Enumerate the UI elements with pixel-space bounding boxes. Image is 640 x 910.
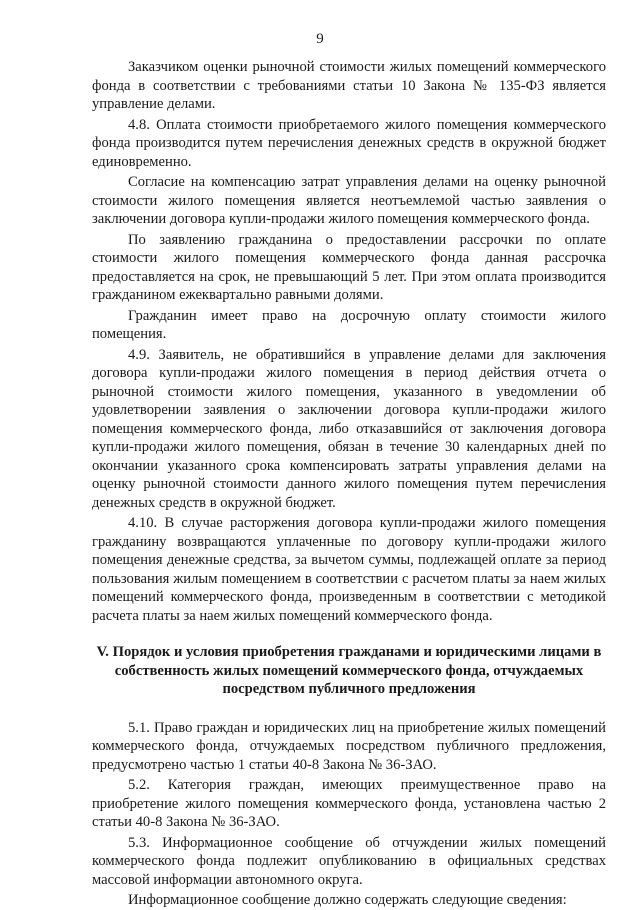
paragraph-5-2: 5.2. Категория граждан, имеющих преимущественное право на приобретение жилого помещения коммерческого фонда, установлена частью 2 статьи 40-8 Закона № 36-ЗАО.	[92, 777, 606, 830]
paragraph-4-9: 4.9. Заявитель, не обратившийся в управление делами для заключения договора купли-продажи жилого помещения в период действия отчета о рыночной стоимости жилого помещения, указанного в уведомлении об удовлетворении заявления о заключении договора купли-продажи жилого помещения коммерческого фонда, либо отказавшийся от заключения договора купли-продажи жилого помещения, обязан в течение 30 календарных дней по окончании указанного срока компенсировать затраты управления делами на оценку рыночной стоимости данного жилого помещения путем перечисления денежных средств в окружной бюджет.	[92, 346, 606, 511]
paragraph-5-3: 5.3. Информационное сообщение об отчуждении жилых помещений коммерческого фонда подлежит опубликованию в официальных средствах массовой информации автономного округа.	[92, 834, 606, 888]
paragraph-4-8: 4.8. Оплата стоимости приобретаемого жилого помещения коммерческого фонда производится путем перечисления денежных средств в окружной бюджет единовременно.	[92, 116, 606, 170]
page-number: 9	[316, 31, 324, 47]
paragraph-info-contents: Информационное сообщение должно содержать следующие сведения:	[128, 892, 567, 908]
paragraph-5-1: 5.1. Право граждан и юридических лиц на приобретение жилых помещений коммерческого фонда, отчуждаемых посредством публичного предложения, предусмотрено частью 1 статьи 40-8 Закона № 36-ЗАО.	[92, 719, 606, 773]
paragraph-early-payment: Гражданин имеет право на досрочную оплату стоимости жилого помещения.	[92, 307, 606, 342]
paragraph-customer-of-valuation: Заказчиком оценки рыночной стоимости жилых помещений коммерческого фонда в соответствии с требованиями статьи 10 Закона № 135-ФЗ является управление делами.	[92, 59, 606, 112]
document-body	[92, 58, 606, 910]
paragraph-installment: По заявлению гражданина о предоставлении рассрочки по оплате стоимости жилого помещения коммерческого фонда данная рассрочка предоставляется на срок, не превышающий 5 лет. При этом оплата производится гражданином ежеквартально равными долями.	[92, 231, 606, 303]
paragraph-4-10: 4.10. В случае расторжения договора купли-продажи жилого помещения гражданину возвращаются уплаченные по договору купли-продажи жилого помещения денежные средства, за вычетом суммы, подлежащей оплате за период пользования жилым помещением в соответствии с расчетом платы за наем жилых помещений коммерческого фонда, произведенным в соответствии с методикой расчета платы за наем жилых помещений коммерческого фонда.	[92, 515, 606, 624]
section-heading: V. Порядок и условия приобретения гражданами и юридическими лицами в собственность жилых помещений коммерческого фонда, отчуждаемых посредством публичного предложения	[96, 644, 602, 697]
paragraph-consent-compensation: Согласие на компенсацию затрат управления делами на оценку рыночной стоимости жилого помещения является неотъемлемой частью заявления о заключении договора купли-продажи жилого помещения коммерческого фонда.	[92, 174, 606, 227]
